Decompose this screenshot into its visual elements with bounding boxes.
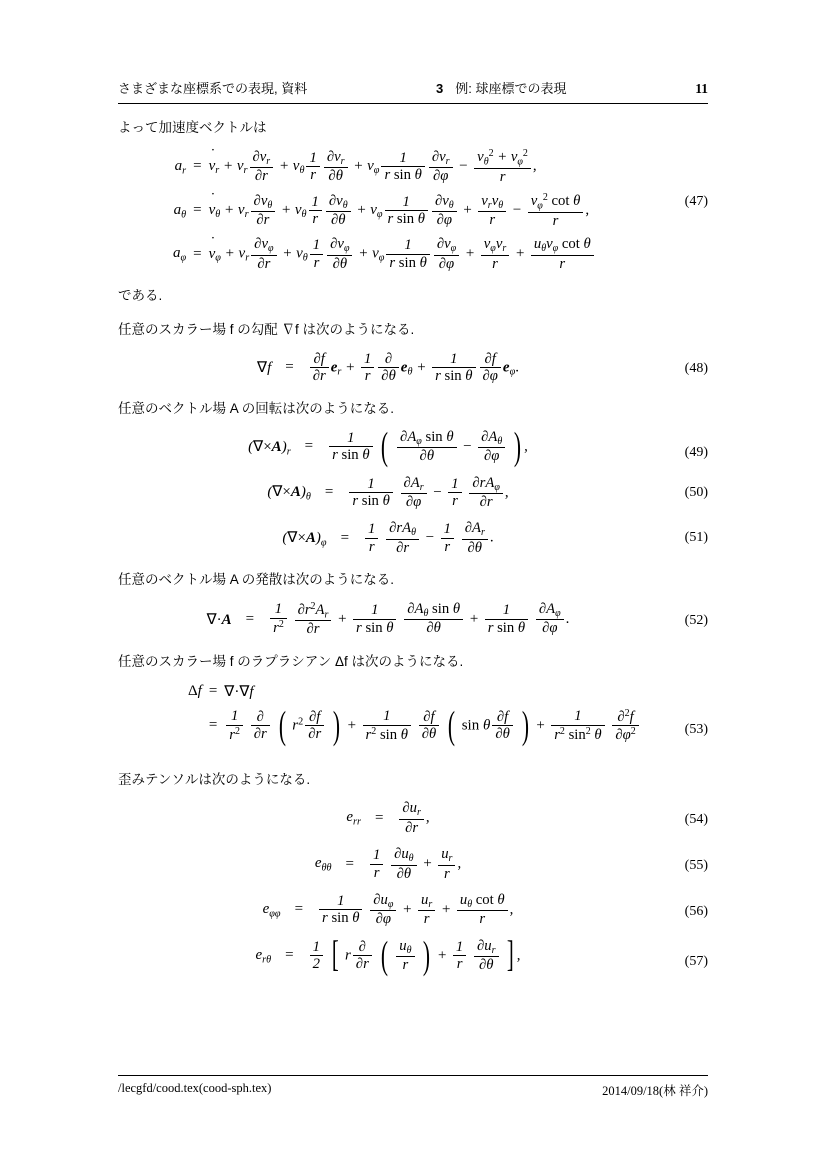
equation-47-row1-rhs: v $˙_r + v_r$ $\frac{\partial v_r}{\partial r}$ + $v_\theta$ $\frac{1}{r}$ $\frac{\partial v_r}{\partial\theta}$ + $v_\varphi$ $\frac{1}{\text{r sin θ}}$ $\frac{\partial v_r}{\partial\varphi}$ − $\frac{v_\theta^2 + v_\varphi^2}{r}$ , [209, 148, 708, 185]
equation-55-body: $e_{\theta\theta}$ = $\frac{1}{r}$ $\frac{\partial u_\theta}{\partial\theta}$ + $\frac{u_r}{r}$ , [314, 846, 462, 882]
equation-54-lhs: $e_{rr}$ [346, 809, 361, 828]
equation-52-body: ∇·A = $\frac{1}{r^2}$ $\frac{\partial r^2A_r}{\partial r}$ + $\frac{1}{\text{r sin θ}}$ $\frac{\partial A_\theta \sin \theta}{\partial\theta}$ + $\frac{1}{\text{r sin θ}}$ $\frac{\partial A_\varphi}{\partial\varphi}$ . [206, 600, 570, 638]
header-section-number: 3 [436, 81, 444, 96]
page-footer [118, 1075, 708, 1099]
equation-53-row2-eq: = [208, 717, 218, 734]
equation-48-body: ∇f = $\frac{\partial f}{\partial r}$ $e_r$ + $\frac{1}{r}$ $\frac{\partial}{\partial\theta}$ $e_\theta$ + $\frac{1}{\text{r sin θ}}$ $\frac{\partial f}{\partial\varphi}$ $e_\varphi$. [257, 350, 519, 385]
equation-53 [118, 682, 708, 748]
paragraph-divergence: 任意のベクトル場 A の発散は次のようになる. [118, 572, 395, 588]
equation-55-tag: (55) [684, 858, 708, 874]
equation-47-row2-rhs: v $˙_\theta + v_r$ $\frac{\partial v_\theta}{\partial r}$ + $v_\theta$ $\frac{1}{r}$ $\frac{\partial v_\theta}{\partial\theta}$ + $v_\varphi$ $\frac{1}{\text{r sin θ}}$ $\frac{\partial v_\theta}{\partial\varphi}$ + $\frac{v_rv_\theta}{r}$ − $\frac{v_\varphi^2 \cot \theta}{r}$ , [209, 192, 708, 229]
header-section-title: 例: 球座標での表現 [455, 81, 567, 96]
equation-56 [118, 892, 708, 928]
equation-53-row1-eq: = [208, 682, 218, 699]
equation-54-tag: (54) [684, 812, 708, 828]
paragraph-strain-tensor: 歪みテンソルは次のようになる. [118, 772, 311, 788]
equation-57-rhs: $\frac{1}{2}$ [ r $\frac{\partial}{\partial r}$ ( $\frac{u_\theta}{r}$ ) + $\frac{1}{r}$ $\frac{\partial u_r}{\partial\theta}$ ] , [308, 938, 521, 974]
equation-53-tag: (53) [684, 721, 708, 737]
equation-49-body: $(\nabla\times A)_r$ = $\frac{1}{\text{r sin θ}}$ ( $\frac{\partial A_\varphi \sin \theta}{\partial\theta}$ − $\frac{\partial A_\theta}{\partial\varphi}$ ) , [248, 424, 528, 468]
equation-51-lhs: $(\nabla\times A)_\varphi$ [282, 530, 327, 549]
equation-49-rhs: $\frac{1}{\text{r sin θ}}$ ( $\frac{\partial A_\varphi \sin \theta}{\partial\theta}$ − $\frac{\partial A_\theta}{\partial\varphi}$ ) , [327, 429, 528, 465]
equation-52-lhs: ∇·A [206, 611, 232, 628]
equation-56-tag: (56) [684, 903, 708, 919]
equation-48-tag: (48) [684, 360, 708, 376]
equation-47-row3-lhs: $a_\varphi$ [173, 245, 187, 264]
equation-49-lhs: $(\nabla\times A)_r$ [248, 438, 291, 457]
equation-50-tag: (50) [684, 484, 708, 500]
equation-56-body: $e_{\varphi\varphi}$ = $\frac{1}{\text{r sin θ}}$ $\frac{\partial u_\varphi}{\partial\varphi}$ + $\frac{u_r}{r}$ + $\frac{u_\theta \cot \theta}{r}$ , [262, 891, 514, 928]
equation-55-rhs: $\frac{1}{r}$ $\frac{\partial u_\theta}{\partial\theta}$ + $\frac{u_r}{r}$ , [368, 846, 461, 882]
paragraph-laplacian: 任意のスカラー場 f のラプラシアン Δf は次のようになる. [118, 653, 464, 669]
equation-50 [118, 475, 708, 511]
equation-57-body: $e_{r\theta}$ = $\frac{1}{2}$ [ r $\frac{\partial}{\partial r}$ ( $\frac{u_\theta}{r}$ ) + $\frac{1}{r}$ $\frac{\partial u_r}{\partial\theta}$ ] , [255, 933, 521, 977]
paragraph-intro-acceleration: よって加速度ベクトルは [118, 120, 267, 135]
equation-49 [118, 424, 708, 468]
header-page-number: 11 [695, 81, 708, 96]
footer-left: /lecgfd/cood.tex(cood-sph.tex) [118, 1081, 272, 1095]
equation-52 [118, 601, 708, 638]
equation-54 [118, 800, 708, 836]
equation-51-body: $(\nabla\times A)_\varphi$ = $\frac{1}{r}$ $\frac{\partial rA_\theta}{\partial r}$ − $\frac{1}{r}$ $\frac{\partial A_r}{\partial\theta}$ . [282, 520, 494, 556]
header-section [307, 78, 695, 97]
equation-52-tag: (52) [684, 612, 708, 628]
equation-51-tag: (51) [684, 530, 708, 546]
equation-47-row1-eq: = [193, 158, 202, 175]
equation-54-rhs: $\frac{\partial u_r}{\partial r}$ , [397, 800, 429, 836]
equation-52-rhs: $\frac{1}{r^2}$ $\frac{\partial r^2A_r}{\partial r}$ + $\frac{1}{\text{r sin θ}}$ $\frac{\partial A_\theta \sin \theta}{\partial\theta}$ + $\frac{1}{\text{r sin θ}}$ $\frac{\partial A_\varphi}{\partial\varphi}$ . [268, 601, 569, 638]
equation-50-rhs: $\frac{1}{\text{r sin θ}}$ $\frac{\partial A_r}{\partial\varphi}$ − $\frac{1}{r}$ $\frac{\partial rA_\varphi}{\partial r}$ , [347, 475, 508, 511]
equation-53-lhs: Δf [188, 682, 202, 699]
equation-55-lhs: $e_{\theta\theta}$ [314, 854, 332, 874]
equation-53-rhs2: $\frac{1}{r^2}$ $\frac{\partial}{\partial r}$ ( $r^2$ $\frac{\partial f}{\partial r}$ ) + $\frac{1}{r^2 \sin \theta}$ $\frac{\partial f}{\partial\theta}$ ( sin θ $\frac{\partial f}{\partial\theta}$ ) + $\frac{1}{r^2 \sin^2 \theta}$ $\frac{\partial^2f}{\partial\varphi^2}$ [224, 708, 708, 744]
equation-51 [118, 520, 708, 556]
equation-57-lhs: $e_{r\theta}$ [255, 946, 272, 965]
footer-right: 2014/09/18(林 祥介) [602, 1084, 708, 1098]
equation-53-rows [188, 682, 708, 748]
equation-48 [118, 351, 708, 385]
equation-50-body: $(\nabla\times A)_\theta$ = $\frac{1}{\text{r sin θ}}$ $\frac{\partial A_r}{\partial\varphi}$ − $\frac{1}{r}$ $\frac{\partial rA_\varphi}{\partial r}$ , [267, 474, 509, 510]
equation-47-tag: (47) [684, 194, 708, 210]
page-header [118, 78, 708, 104]
equation-57-tag: (57) [684, 953, 708, 969]
equation-56-rhs: $\frac{1}{\text{r sin θ}}$ $\frac{\partial u_\varphi}{\partial\varphi}$ + $\frac{u_r}{r}$ + $\frac{u_\theta \cot \theta}{r}$ , [317, 892, 513, 928]
equation-49-tag: (49) [684, 444, 708, 460]
equation-56-lhs: $e_{\varphi\varphi}$ [262, 900, 281, 919]
equation-53-rhs1: ∇·∇f [224, 683, 254, 700]
equation-57 [118, 933, 708, 977]
equation-47 [118, 148, 708, 272]
header-left-title: さまざまな座標系での表現, 資料 [118, 81, 308, 96]
equation-47-row3-eq: = [193, 245, 202, 262]
equation-47-rows [173, 148, 708, 272]
page-content [118, 78, 708, 984]
equation-54-body: $e_{rr}$ = $\frac{\partial u_r}{\partial r}$ , [346, 800, 430, 836]
paragraph-dearu: である. [118, 288, 163, 304]
equation-47-row2-eq: = [193, 202, 202, 219]
equation-50-lhs: $(\nabla\times A)_\theta$ [267, 484, 311, 503]
equation-47-row3-rhs: v $˙_\varphi + v_r$ $\frac{\partial v_\varphi}{\partial r}$ + $v_\theta$ $\frac{1}{r}$ $\frac{\partial v_\varphi}{\partial\theta}$ + $v_\varphi$ $\frac{1}{\text{r sin θ}}$ $\frac{\partial v_\varphi}{\partial\varphi}$ + $\frac{v_\varphi v_r}{r}$ + $\frac{u_\theta v_\varphi \cot \theta}{r}$ [209, 236, 708, 272]
paragraph-gradient: 任意のスカラー場 f の勾配 ∇f は次のようになる. [118, 322, 415, 338]
equation-47-row1-lhs: $a_r$ [174, 157, 187, 176]
equation-47-row2-lhs: $a_\theta$ [173, 201, 187, 220]
equation-55 [118, 846, 708, 882]
equation-51-rhs: $\frac{1}{r}$ $\frac{\partial rA_\theta}{\partial r}$ − $\frac{1}{r}$ $\frac{\partial A_r}{\partial\theta}$ . [363, 520, 494, 556]
paragraph-curl: 任意のベクトル場 A の回転は次のようになる. [118, 400, 395, 416]
